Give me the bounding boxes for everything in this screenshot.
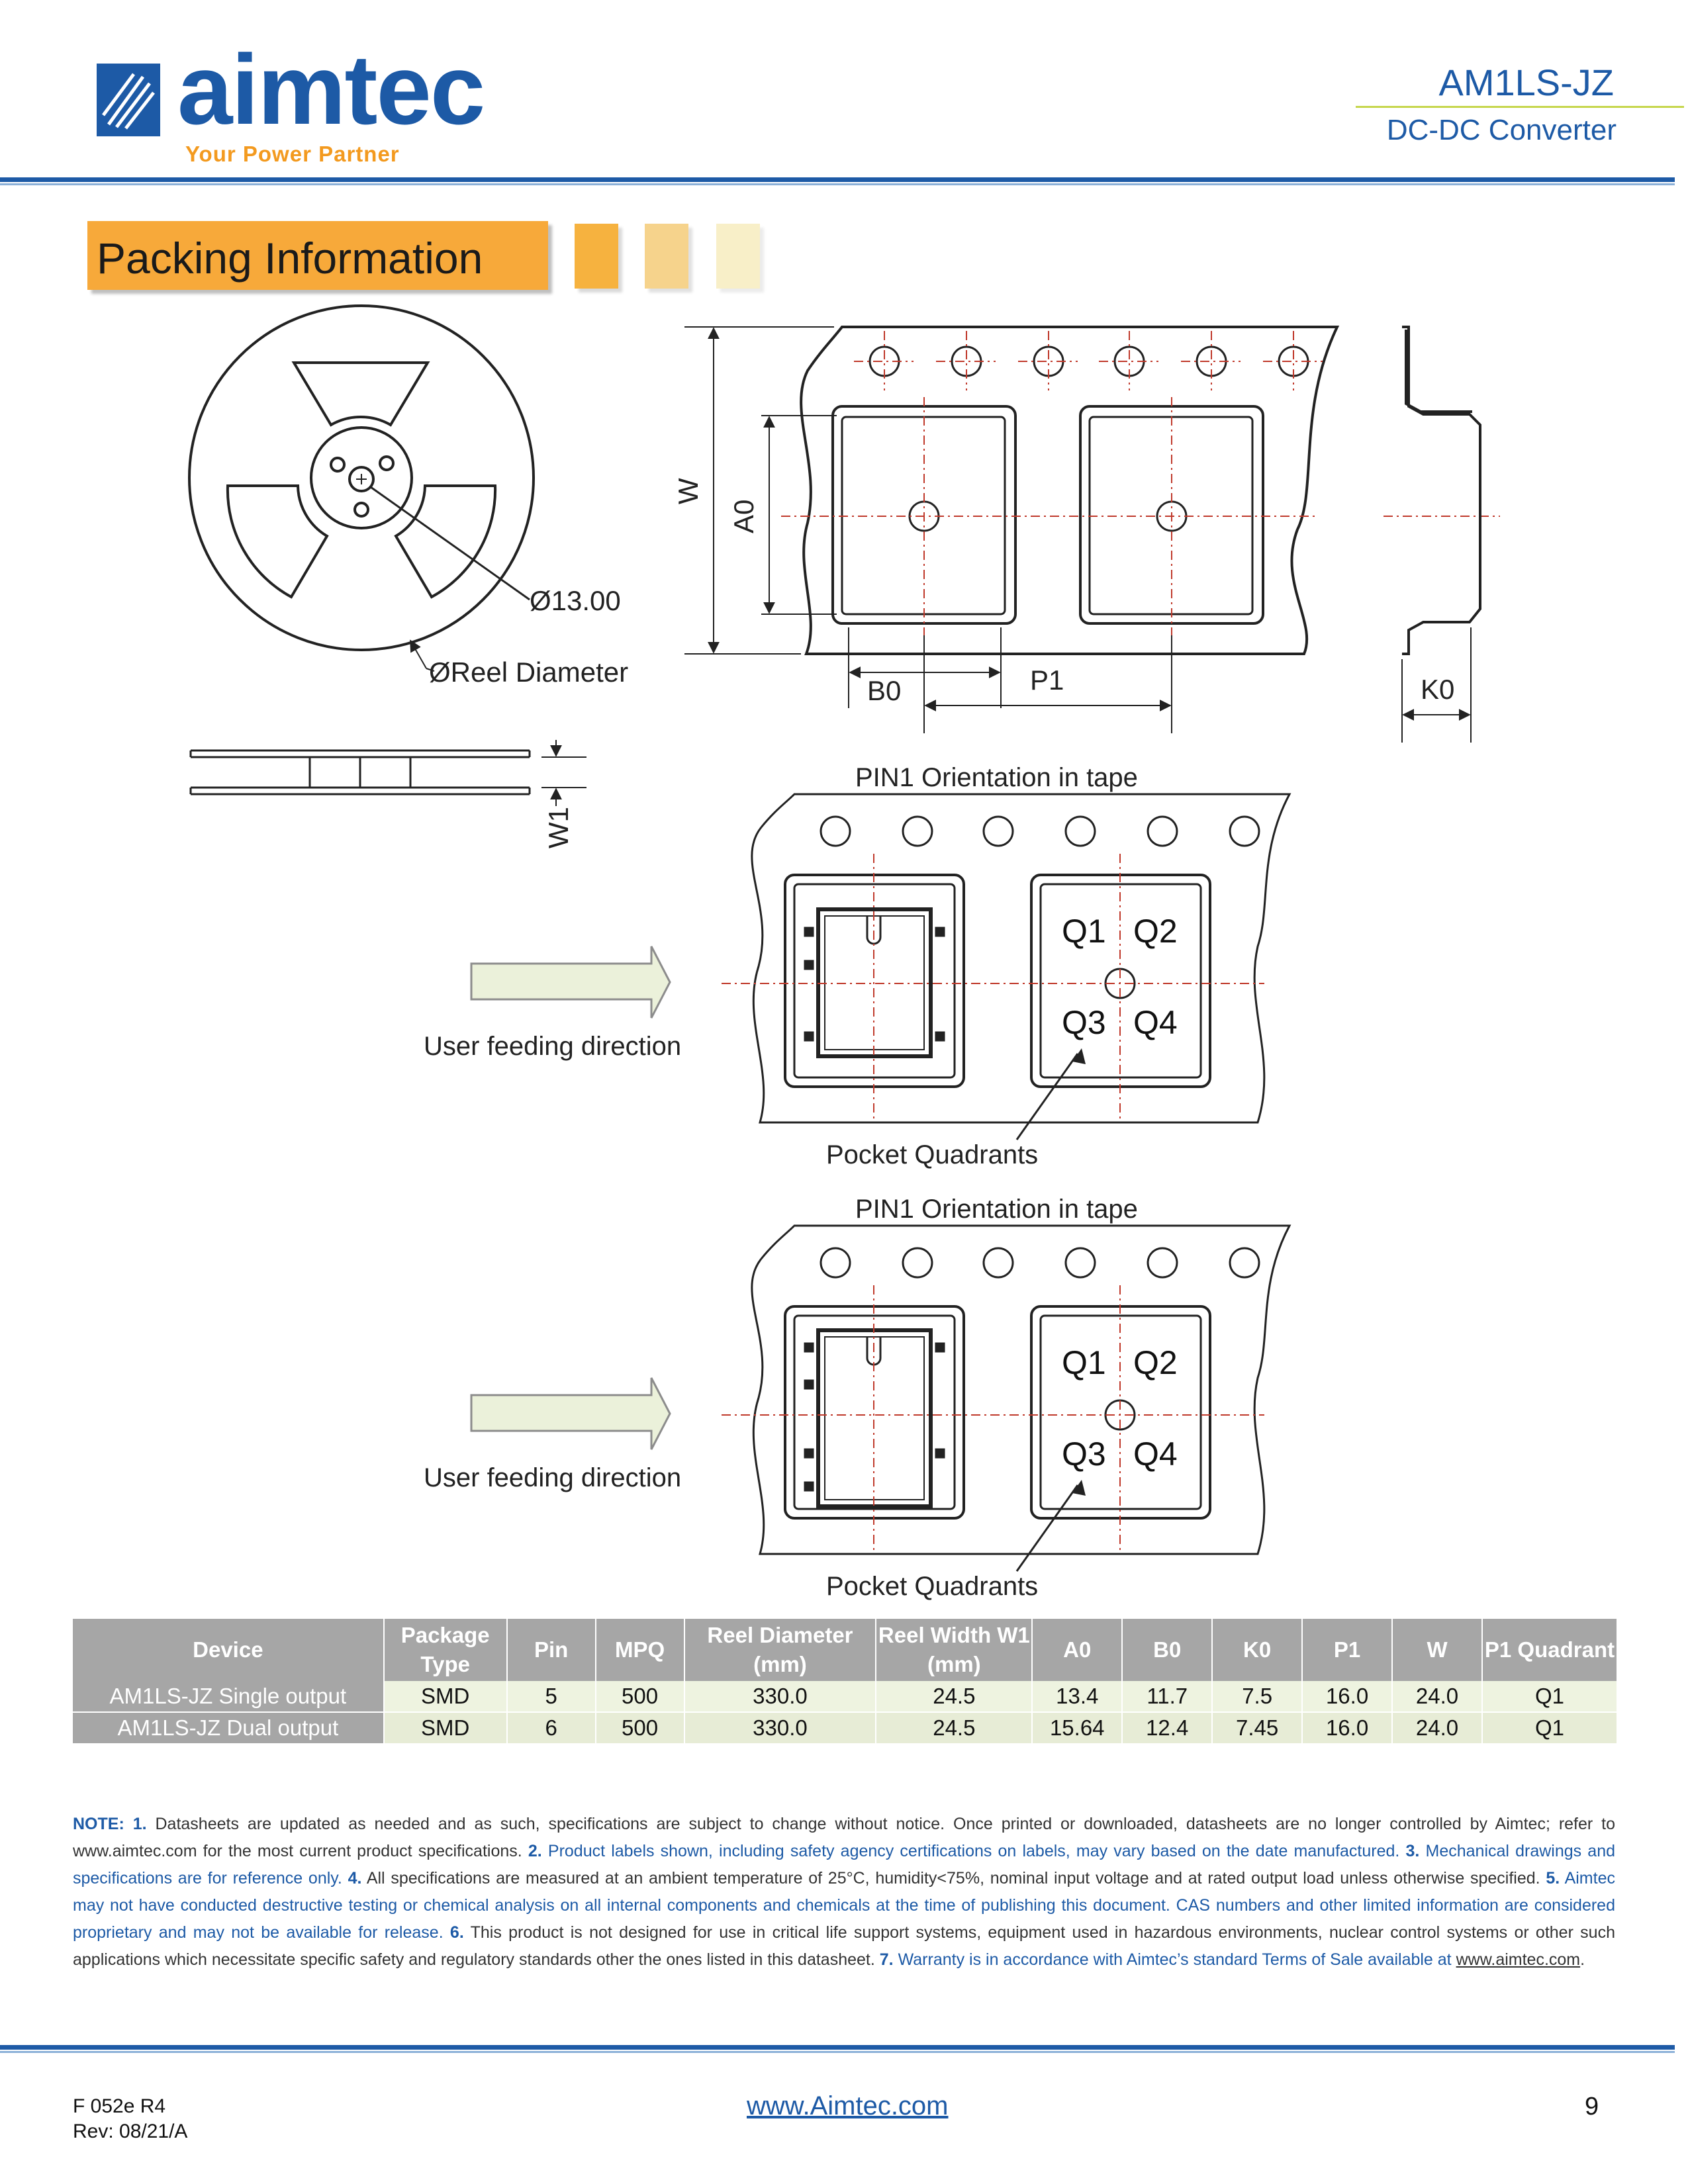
w1-label: W1 [543, 807, 574, 848]
pocket-label-1: Pocket Quadrants [826, 1140, 1039, 1169]
footer-form-info [73, 2094, 187, 2144]
cell-device: AM1LS-JZ Single output [73, 1681, 384, 1712]
col-a0: A0 [1032, 1619, 1122, 1681]
notes-paragraph: NOTE: 1. Datasheets are updated as needed and as such, specifications are subject to change without notice. Once printed or downloaded, datasheets are no longer controlled by Aimtec; refer to www.aimtec.com for the most current product specifications. 2. Product labels shown, including safety agency certifications on labels, may vary based on the date manufactured. 3. Mechanical drawings and specifications are for reference only. 4. All specifications are measured at an ambient temperature of 25°C, humidity<75%, nominal input voltage and at rated output load unless otherwise specified. 5. Aimtec may not have conducted destructive testing or chemical analysis on all internal components and chemicals at the time of publishing this document. CAS numbers and other limited information are considered proprietary and may not be available for release. 6. This product is not designed for use in critical life support systems, equipment used in hazardous environments, nuclear control systems or other such applications which necessitate specific safety and regulatory standards other the ones listed in this datasheet. 7. Warranty is in accordance with Aimtec’s standard Terms of Sale available at www.aimtec.com. [73, 1815, 1616, 1969]
col-p1: P1 [1302, 1619, 1392, 1681]
pocket-label-2: Pocket Quadrants [826, 1572, 1039, 1601]
table-header-row [73, 1619, 1617, 1681]
feed-arrow-icon-1 [471, 946, 670, 1018]
cell: 16.0 [1302, 1681, 1392, 1712]
pin1-title-2: PIN1 Orientation in tape [855, 1195, 1138, 1224]
quadrant-q2-2: Q2 [1133, 1344, 1178, 1381]
col-reel-width: Reel Width W1 (mm) [876, 1619, 1032, 1681]
quadrant-q1-2: Q1 [1062, 1344, 1106, 1381]
footer-website-link[interactable]: www.Aimtec.com [747, 2091, 949, 2120]
note-5: Aimtec may not have conducted destructive testing or chemical analysis on all internal components and chemicals at the time of publishing this document. CAS numbers and other limited information are considered proprietary and may not be available for release. [73, 1869, 1615, 1942]
col-mpq: MPQ [596, 1619, 684, 1681]
cell: 6 [507, 1712, 596, 1743]
note-2: Product labels shown, including safety agency certifications on labels, may vary based on the date manufactured. [547, 1842, 1400, 1860]
logo-tagline: Your Power Partner [185, 142, 400, 166]
col-reel-diameter: Reel Diameter (mm) [684, 1619, 876, 1681]
note-7: Warranty is in accordance with Aimtec’s standard Terms of Sale available at [898, 1950, 1452, 1969]
table-row [73, 1712, 1617, 1743]
cell: 24.0 [1392, 1681, 1482, 1712]
cell: 500 [596, 1712, 684, 1743]
reel-front-view [189, 306, 534, 671]
model-number: AM1LS-JZ [1438, 62, 1614, 103]
reel-diameter-label: ØReel Diameter [429, 657, 629, 688]
cell: Q1 [1482, 1681, 1617, 1712]
cell: 24.5 [876, 1681, 1032, 1712]
hub-diameter-label: Ø13.00 [530, 585, 621, 616]
footer-rule [0, 2045, 1675, 2050]
note-end: . [1580, 1950, 1585, 1969]
cell: 11.7 [1122, 1681, 1212, 1712]
col-package: Package Type [384, 1619, 507, 1681]
cell: SMD [384, 1681, 507, 1712]
revision: Rev: 08/21/A [73, 2120, 188, 2142]
cell: 500 [596, 1681, 684, 1712]
cell-device: AM1LS-JZ Dual output [73, 1712, 384, 1743]
cell: 24.5 [876, 1712, 1032, 1743]
quadrant-q2-1: Q2 [1133, 913, 1178, 950]
feed-label-2: User feeding direction [424, 1463, 682, 1492]
cell: 7.45 [1212, 1712, 1302, 1743]
quadrant-q4-1: Q4 [1133, 1004, 1178, 1041]
pin1-title-1: PIN1 Orientation in tape [855, 763, 1138, 792]
feed-arrow-icon-2 [471, 1378, 670, 1449]
note-1: Datasheets are updated as needed and as such, specifications are subject to change without notice. Once printed or downloaded, datasheets are no longer controlled by Aimtec; refer to www.aimtec.com for the most current product specifications. [73, 1815, 1615, 1860]
table-row [73, 1681, 1617, 1712]
cell: 330.0 [684, 1712, 876, 1743]
carrier-tape-view [801, 327, 1337, 654]
cell: 24.0 [1392, 1712, 1482, 1743]
quadrant-q3-1: Q3 [1062, 1004, 1106, 1041]
cell: 12.4 [1122, 1712, 1212, 1743]
cell: 15.64 [1032, 1712, 1122, 1743]
page-number: 9 [1585, 2093, 1599, 2120]
form-number: F 052e R4 [73, 2095, 166, 2117]
cell: 13.4 [1032, 1681, 1122, 1712]
pin1-tape-1 [752, 794, 1289, 1140]
cell: 330.0 [684, 1681, 876, 1712]
col-quadrant: P1 Quadrant [1482, 1619, 1617, 1681]
col-device: Device [73, 1619, 384, 1681]
section-title: Packing Information [97, 234, 483, 283]
feed-label-1: User feeding direction [424, 1032, 682, 1061]
note-3: Mechanical drawings and specifications are for reference only. [73, 1842, 1616, 1888]
w-label: W [673, 478, 704, 504]
quadrant-q4-2: Q4 [1133, 1435, 1178, 1473]
note-6: This product is not designed for use in critical life support systems, equipment used in hazardous environments, nuclear control systems or other such applications which necessitate specific safety and regulatory standards other the ones listed in this datasheet. [73, 1923, 1615, 1969]
quadrant-q3-2: Q3 [1062, 1435, 1106, 1473]
reel-side-view [191, 740, 586, 806]
cell: SMD [384, 1712, 507, 1743]
logo-wordmark: aimtec [177, 34, 485, 145]
footer-rule-light [0, 2051, 1675, 2053]
b0-label: B0 [867, 675, 902, 706]
cell: 5 [507, 1681, 596, 1712]
col-w: W [1392, 1619, 1482, 1681]
p1-label: P1 [1030, 664, 1064, 696]
note-4: All specifications are measured at an ambient temperature of 25°C, humidity<75%, nominal input voltage and at rated output load unless otherwise specified. [366, 1869, 1540, 1888]
note-label: NOTE: [73, 1815, 124, 1833]
packing-spec-table [73, 1619, 1618, 1743]
a0-label: A0 [728, 499, 759, 533]
pin1-tape-2 [752, 1226, 1289, 1571]
quadrant-q1-1: Q1 [1062, 913, 1106, 950]
col-k0: K0 [1212, 1619, 1302, 1681]
cell: 7.5 [1212, 1681, 1302, 1712]
k0-label: K0 [1421, 674, 1455, 705]
cell: Q1 [1482, 1712, 1617, 1743]
col-b0: B0 [1122, 1619, 1212, 1681]
terms-link[interactable]: www.aimtec.com [1456, 1950, 1581, 1969]
product-type: DC-DC Converter [1386, 114, 1617, 146]
col-pin: Pin [507, 1619, 596, 1681]
cell: 16.0 [1302, 1712, 1392, 1743]
